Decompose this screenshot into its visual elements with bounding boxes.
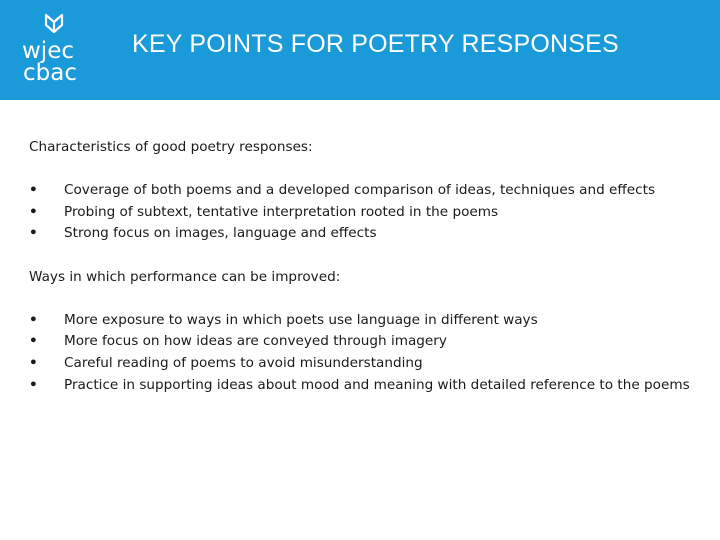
list-item bbox=[29, 223, 699, 245]
list-item-text: Coverage of both poems and a developed comparison of ideas, techniques and effects bbox=[64, 182, 656, 199]
page-title: KEY POINTS FOR POETRY RESPONSES bbox=[132, 30, 619, 58]
list-item bbox=[29, 180, 699, 202]
list-item bbox=[29, 202, 699, 224]
list-item-text: Practice in supporting ideas about mood and meaning with detailed reference to the poems bbox=[64, 376, 690, 393]
list-item-text: More focus on how ideas are conveyed through imagery bbox=[64, 333, 447, 350]
logo-line1: wjec bbox=[22, 38, 74, 64]
header-bar bbox=[0, 0, 720, 100]
wjec-logo bbox=[20, 12, 90, 88]
bullet-dot: • bbox=[29, 203, 38, 220]
bullet-dot: • bbox=[29, 354, 38, 371]
bullet-dot: • bbox=[29, 311, 38, 328]
bullet-dot: • bbox=[29, 225, 38, 242]
section-heading-improvements: Ways in which performance can be improved: bbox=[29, 268, 341, 285]
list-item bbox=[29, 310, 699, 332]
bullet-dot: • bbox=[29, 182, 38, 199]
list-item-text: Probing of subtext, tentative interpretation rooted in the poems bbox=[64, 203, 499, 220]
list-item bbox=[29, 353, 699, 375]
improvements-list bbox=[29, 310, 699, 396]
list-item-text: More exposure to ways in which poets use language in different ways bbox=[64, 311, 538, 328]
characteristics-list bbox=[29, 180, 699, 245]
list-item-text: Careful reading of poems to avoid misunderstanding bbox=[64, 354, 423, 371]
list-item bbox=[29, 331, 699, 353]
bullet-dot: • bbox=[29, 376, 38, 393]
list-item-text: Strong focus on images, language and effects bbox=[64, 225, 377, 242]
list-item bbox=[29, 375, 699, 397]
bullet-dot: • bbox=[29, 333, 38, 350]
book-icon bbox=[20, 12, 90, 88]
section-heading-characteristics: Characteristics of good poetry responses: bbox=[29, 139, 313, 155]
content-area bbox=[29, 137, 699, 418]
logo-line2: cbac bbox=[23, 60, 77, 86]
